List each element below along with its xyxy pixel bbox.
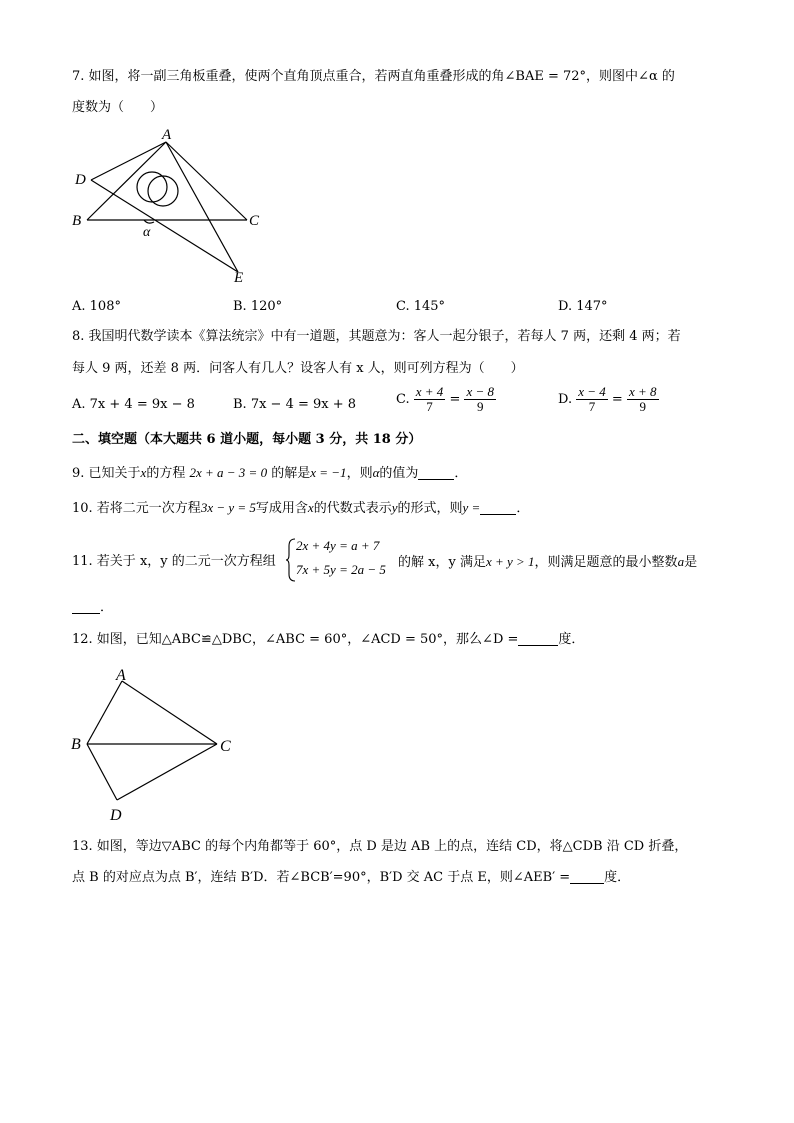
- q7-label-a: A: [162, 127, 172, 143]
- q9-text-e: 的解是: [271, 466, 311, 481]
- q8-option-b[interactable]: B. 7x − 4 = 9x + 8: [233, 397, 357, 412]
- q12-figure: [65, 665, 245, 830]
- q13-answer-blank[interactable]: [570, 869, 604, 884]
- q9-text-g: ，则: [346, 466, 373, 481]
- q11-eq1: 2x + 4y = a + 7: [296, 538, 380, 553]
- q7-label-e: E: [234, 270, 244, 286]
- q8-c-den1: 7: [426, 399, 433, 414]
- q11-text-b: 的解 x，y 满足: [398, 555, 486, 570]
- q13-line2: [72, 868, 630, 888]
- q8-c-frac1: [414, 385, 446, 414]
- q12-text-b: 度．: [558, 632, 585, 647]
- q8-c-frac2: [464, 385, 496, 414]
- q10-answer-blank[interactable]: [480, 500, 516, 515]
- q8-line2: 每人 9 两，还差 8 两．问客人有几人？设客人有 x 人，则可列方程为（ ）: [72, 361, 524, 376]
- q8-d-den1: 7: [588, 399, 596, 414]
- q8-c-num2: x − 8: [466, 384, 495, 399]
- q13-text-b: 度．: [604, 870, 631, 885]
- q13-text-a: 点 B 的对应点为点 B′，连结 B′D．若∠BCB′=90°，B′D 交 AC 于点 E，则∠AEB′ =: [72, 870, 571, 885]
- q9-text-a: 9. 已知关于: [72, 466, 141, 481]
- q12-line: [72, 630, 584, 650]
- q10-text-g: 的形式，则: [397, 501, 463, 516]
- q12-label-c: C: [220, 738, 231, 755]
- q7-option-a[interactable]: A. 108°: [72, 299, 121, 314]
- q11-var-a: a: [677, 554, 685, 569]
- q7-figure: [60, 125, 280, 290]
- q7-line1: 7. 如图，将一副三角板重叠，使两个直角顶点重合，若两直角重叠形成的角∠BAE = 72°，则图中∠α 的: [72, 69, 675, 84]
- q11-line-rest: [398, 552, 697, 573]
- q7-line2: 度数为（ ）: [72, 100, 164, 115]
- q8-d-num2: x + 8: [628, 384, 657, 399]
- q8-option-d[interactable]: D. $\frac{x - 4}{7}$ = $\frac{x + 8}{9}$: [558, 384, 657, 414]
- q8-option-d-label: D.: [558, 392, 573, 407]
- q10-var-x: x: [307, 500, 314, 515]
- section-2-heading: 二、填空题（本大题共 6 道小题，每小题 3 分，共 18 分）: [72, 432, 422, 447]
- q11-eq2: 7x + 5y = 2a − 5: [296, 562, 386, 577]
- q11-inequality: x + y > 1: [485, 554, 535, 569]
- q12-text-a: 12. 如图，已知△ABC≌△DBC，∠ABC = 60°，∠ACD = 50°，那么∠D =: [72, 632, 519, 647]
- q11-brace: [286, 538, 296, 582]
- q12-label-a: A: [116, 667, 126, 684]
- q8-d-frac2: [627, 385, 659, 414]
- q9-solution: x = −1: [310, 465, 347, 480]
- q8-option-c-label: C.: [396, 392, 410, 407]
- q9-answer-blank[interactable]: [418, 465, 454, 480]
- q10-text-e: 的代数式表示: [313, 501, 392, 516]
- q7-option-b[interactable]: B. 120°: [233, 299, 283, 314]
- q8-d-frac1: [576, 385, 608, 414]
- q11-text-f: 是: [684, 555, 698, 570]
- q7-option-c[interactable]: C. 145°: [396, 299, 446, 314]
- q8-d-num1: x − 4: [578, 384, 606, 399]
- q7-label-alpha: α: [143, 225, 151, 240]
- q10-line: [72, 498, 529, 519]
- q12-label-d: D: [110, 807, 122, 824]
- q9-text-i: 的值为: [379, 466, 419, 481]
- q11-answer-blank[interactable]: [72, 599, 100, 614]
- q9-var-alpha: α: [372, 465, 380, 480]
- q10-y-equals: y =: [462, 500, 481, 515]
- q9-line: [72, 463, 467, 484]
- q9-equation: 2x + a − 3 = 0: [189, 465, 268, 480]
- q11-line2: [72, 598, 113, 618]
- q10-text-a: 10. 若将二元一次方程: [72, 501, 201, 516]
- q8-option-a[interactable]: A. 7x + 4 = 9x − 8: [72, 397, 195, 412]
- q11-text-d: ，则满足题意的最小整数: [534, 555, 678, 570]
- q9-text-c: 的方程: [146, 466, 186, 481]
- q11-text-g: ．: [100, 600, 114, 615]
- q8-c-den2: 9: [477, 399, 484, 414]
- q8-c-num1: x + 4: [415, 384, 444, 399]
- q12-answer-blank[interactable]: [518, 631, 558, 646]
- q10-text-c: 写成用含: [255, 501, 308, 516]
- q7-label-d: D: [75, 172, 86, 188]
- q12-label-b: B: [71, 736, 81, 753]
- q13-line1: 13. 如图，等边▽ABC 的每个内角都等于 60°，点 D 是边 AB 上的点，连结 CD，将△CDB 沿 CD 折叠，: [72, 839, 688, 854]
- q9-var-x: x: [140, 465, 147, 480]
- q7-option-d[interactable]: D. 147°: [558, 299, 608, 314]
- q8-d-den2: 9: [639, 399, 646, 414]
- q10-equation: 3x − y = 5: [200, 500, 256, 515]
- q10-text-i: ．: [516, 501, 530, 516]
- q7-label-c: C: [249, 213, 260, 229]
- q11-text-a: 11. 若关于 x，y 的二元一次方程组: [72, 554, 276, 569]
- q8-option-c[interactable]: C. $\frac{x + 4}{7}$ = $\frac{x - 8}{9}$: [396, 384, 495, 414]
- q7-label-b: B: [72, 213, 82, 229]
- q8-line1: 8. 我国明代数学读本《算法统宗》中有一道题，其题意为：客人一起分银子，若每人 7 两，还剩 4 两；若: [72, 329, 681, 344]
- q10-var-y: y: [391, 500, 398, 515]
- q9-text-j: ．: [454, 466, 468, 481]
